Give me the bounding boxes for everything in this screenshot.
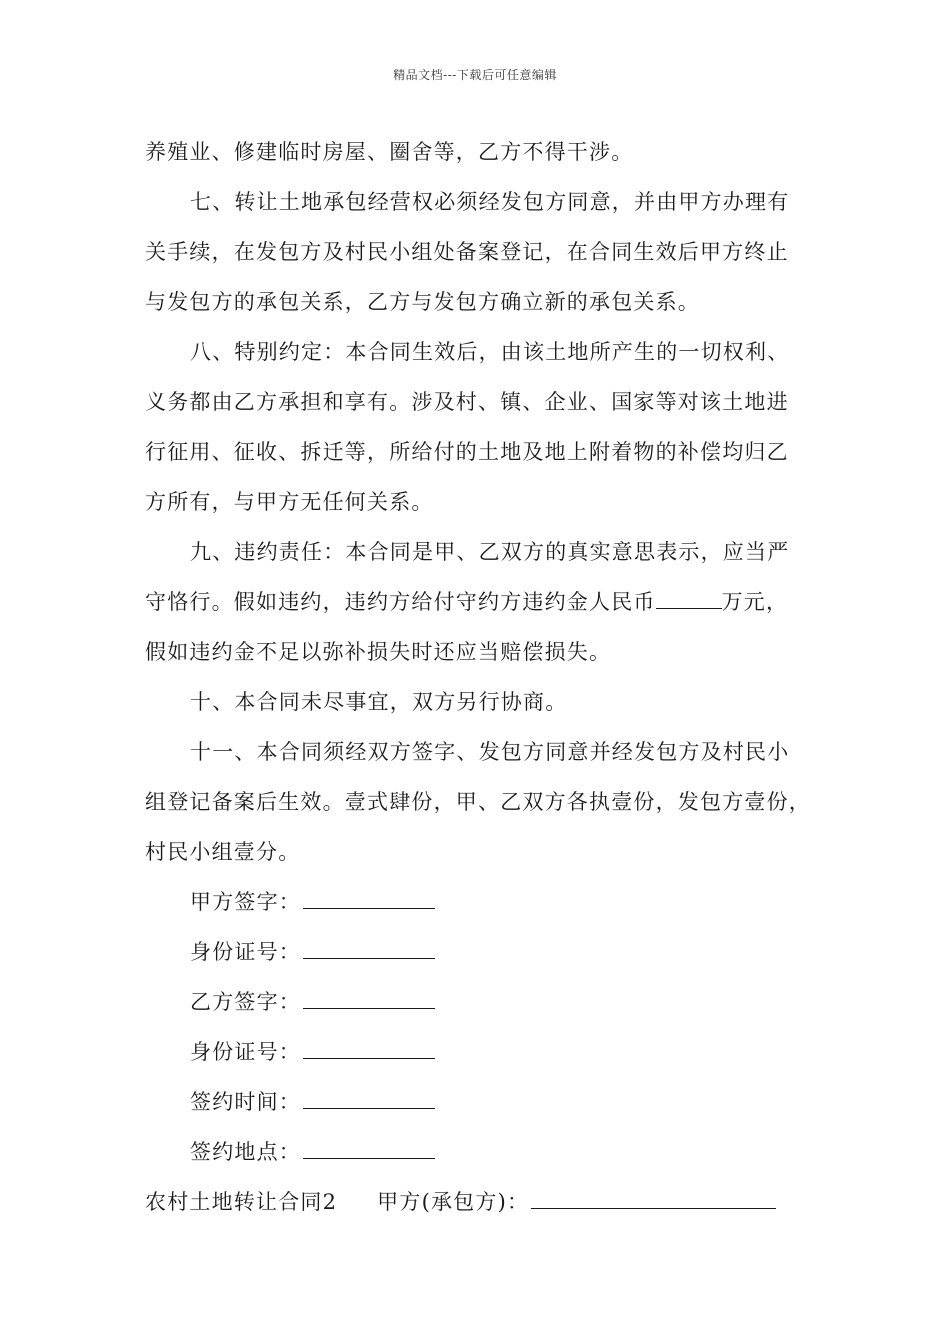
text-line: 义务都由乙方承担和享有。涉及村、镇、企业、国家等对该土地进 [145,390,789,414]
signature-label: 乙方签字： [190,990,301,1014]
text-line: 与发包方的承包关系，乙方与发包方确立新的承包关系。 [145,290,700,314]
signature-party-b [145,977,825,1027]
signing-place [145,1127,825,1177]
document-body [145,127,825,1227]
id-number-party-a [145,927,825,977]
page-header: 精品文档---下载后可任意编辑 [393,68,557,82]
text-line: 方所有，与甲方无任何关系。 [145,490,434,514]
signature-label: 签约地点： [190,1140,301,1164]
text-segment: 万元， [721,590,789,614]
text-line: 假如违约金不足以弥补损失时还应当赔偿损失。 [145,640,612,664]
text-line: 九、违约责任：本合同是甲、乙双方的真实意思表示，应当严 [190,540,790,564]
text-line: 七、转让土地承包经营权必须经发包方同意，并由甲方办理有 [190,190,790,214]
signature-blank[interactable] [303,1036,435,1059]
contract-title: 农村土地转让合同2 [145,1190,338,1214]
party-label: 甲方(承包方)： [377,1190,530,1214]
text-line: 八、特别约定：本合同生效后，由该土地所产生的一切权利、 [190,340,790,364]
signature-blank[interactable] [303,1086,435,1109]
signature-blank[interactable] [303,936,435,959]
clause-9 [145,527,825,677]
text-line: 十一、本合同须经双方签字、发包方同意并经发包方及村民小 [190,740,790,764]
text-line: 行征用、征收、拆迁等，所给付的土地及地上附着物的补偿均归乙 [145,440,789,464]
party-blank[interactable] [531,1186,776,1209]
text-line [145,577,825,627]
signature-label: 甲方签字： [190,890,301,914]
text-line: 养殖业、修建临时房屋、圈舍等，乙方不得干涉。 [145,140,634,164]
paragraph-continuation [145,127,825,177]
next-contract-heading [145,1177,825,1227]
amount-blank[interactable] [656,586,722,609]
clause-11 [145,727,825,877]
signature-blank[interactable] [303,1136,435,1159]
signature-blank[interactable] [303,986,435,1009]
text-line: 组登记备案后生效。壹式肆份，甲、乙双方各执壹份，发包方壹份， [145,790,811,814]
text-segment: 守恪行。假如违约，违约方给付守约方违约金人民币 [145,590,656,614]
clause-8 [145,327,825,527]
signature-label: 身份证号： [190,940,301,964]
text-line: 十、本合同未尽事宜，双方另行协商。 [190,690,568,714]
clause-10 [145,677,825,727]
signature-label: 签约时间： [190,1090,301,1114]
signature-label: 身份证号： [190,1040,301,1064]
signing-time [145,1077,825,1127]
text-line: 关手续，在发包方及村民小组处备案登记，在合同生效后甲方终止 [145,240,789,264]
signature-party-a [145,877,825,927]
text-line: 村民小组壹分。 [145,840,301,864]
clause-7 [145,177,825,327]
signature-blank[interactable] [303,886,435,909]
id-number-party-b [145,1027,825,1077]
